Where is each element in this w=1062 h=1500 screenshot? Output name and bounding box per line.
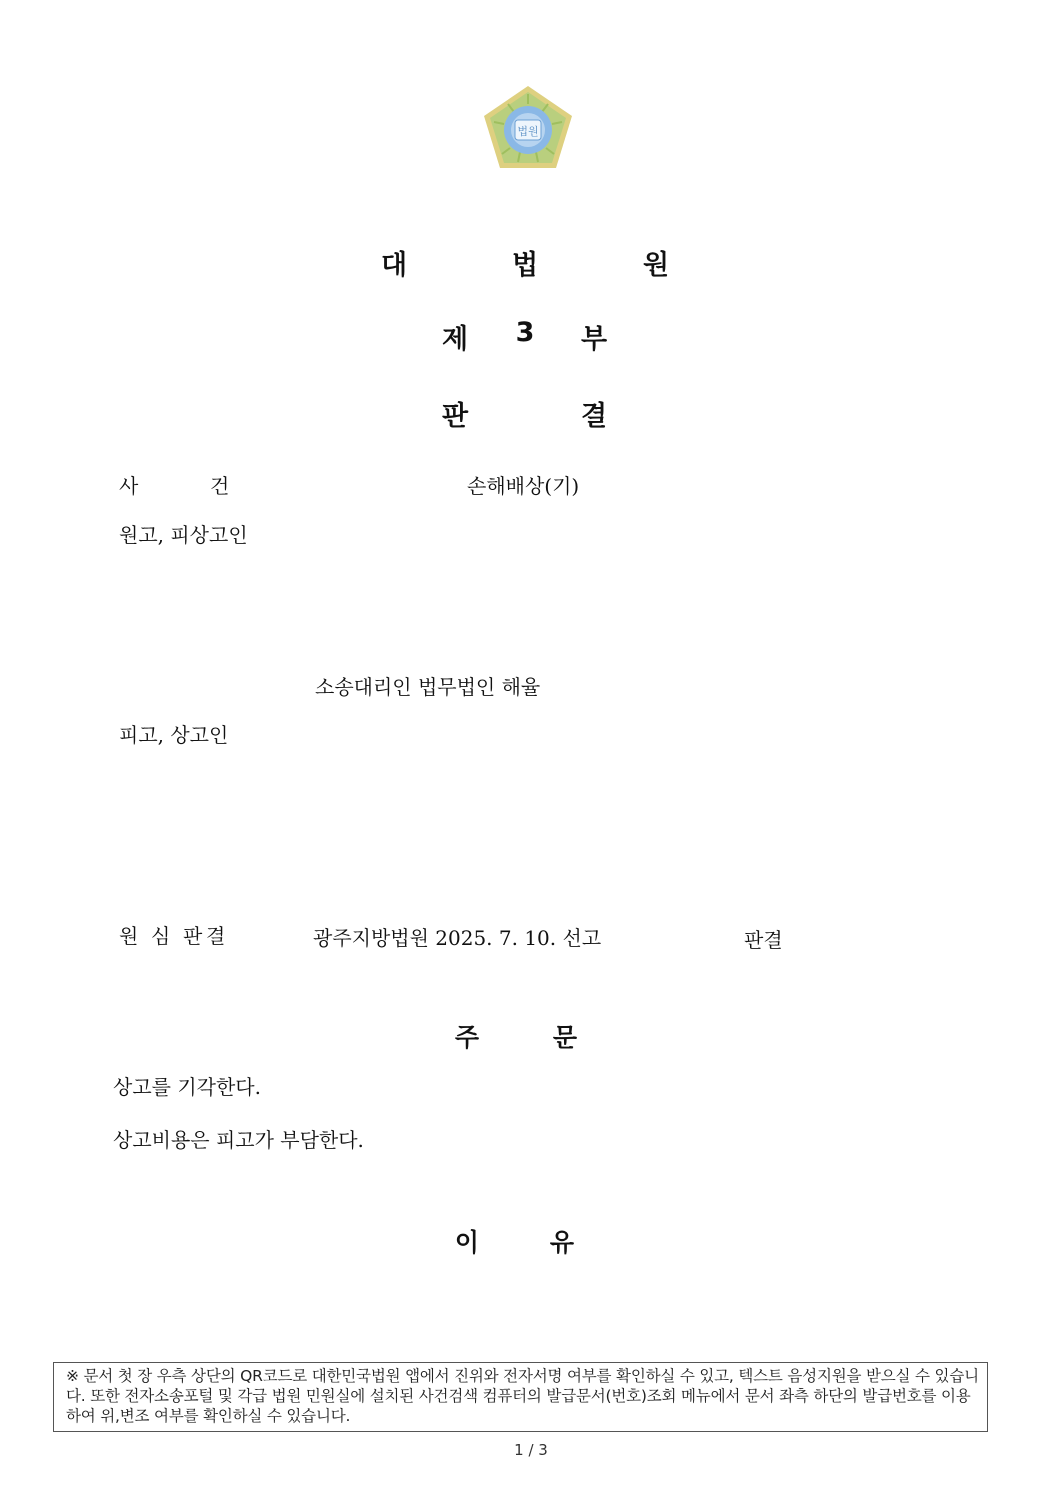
original-judgment-court-date: 광주지방법원 2025. 7. 10. 선고 — [313, 926, 602, 950]
reasons-heading-char: 이 — [454, 1228, 480, 1257]
page-number: 1 / 3 — [514, 1441, 548, 1459]
court-emblem-icon — [478, 82, 578, 174]
original-judgment-label-char: 원 — [119, 924, 139, 948]
plaintiff-counsel: 소송대리인 법무법인 해율 — [315, 675, 541, 699]
case-label-char: 사 — [119, 474, 139, 498]
reasons-heading-char: 유 — [549, 1228, 575, 1257]
verification-notice: ※ 문서 첫 장 우측 상단의 QR코드로 대한민국법원 앱에서 진위와 전자서명 여부를 확인하실 수 있고, 텍스트 음성지원을 받으실 수 있습니다. 또한 전자소송포털 및 각급 법원 민원실에 설치된 사건검색 컴퓨터의 발급문서(번호)조회 메뉴에서 문서 좌측 하단의 발급번호를 이용하여 위,변조 여부를 확인하실 수 있습니다. — [53, 1362, 988, 1432]
document-type-char: 판 — [441, 401, 469, 432]
court-name-char: 대 — [380, 250, 408, 281]
defendant-label: 피고, 상고인 — [119, 723, 229, 747]
order-line-2: 상고비용은 피고가 부담한다. — [113, 1128, 364, 1152]
court-name-char: 원 — [642, 250, 670, 281]
division-char: 부 — [580, 324, 608, 355]
original-judgment-suffix: 판결 — [744, 928, 783, 952]
original-judgment-label-char: 심 — [151, 924, 171, 948]
order-heading-char: 주 — [454, 1023, 480, 1052]
original-judgment-label — [0, 920, 300, 946]
order-heading-char: 문 — [552, 1023, 578, 1052]
emblem-text: 법원 — [517, 125, 539, 138]
order-line-1: 상고를 기각한다. — [113, 1075, 261, 1099]
case-label-char: 건 — [210, 474, 230, 498]
division-char: 3 — [515, 317, 535, 348]
case-label — [0, 470, 300, 496]
case-name: 손해배상(기) — [467, 474, 580, 498]
division-char: 제 — [441, 324, 469, 355]
original-judgment-label-char: 판 — [183, 924, 203, 948]
court-name-char: 법 — [511, 250, 539, 281]
document-type-char: 결 — [580, 401, 608, 432]
original-judgment-label-char: 결 — [206, 924, 226, 948]
plaintiff-label: 원고, 피상고인 — [119, 523, 248, 547]
